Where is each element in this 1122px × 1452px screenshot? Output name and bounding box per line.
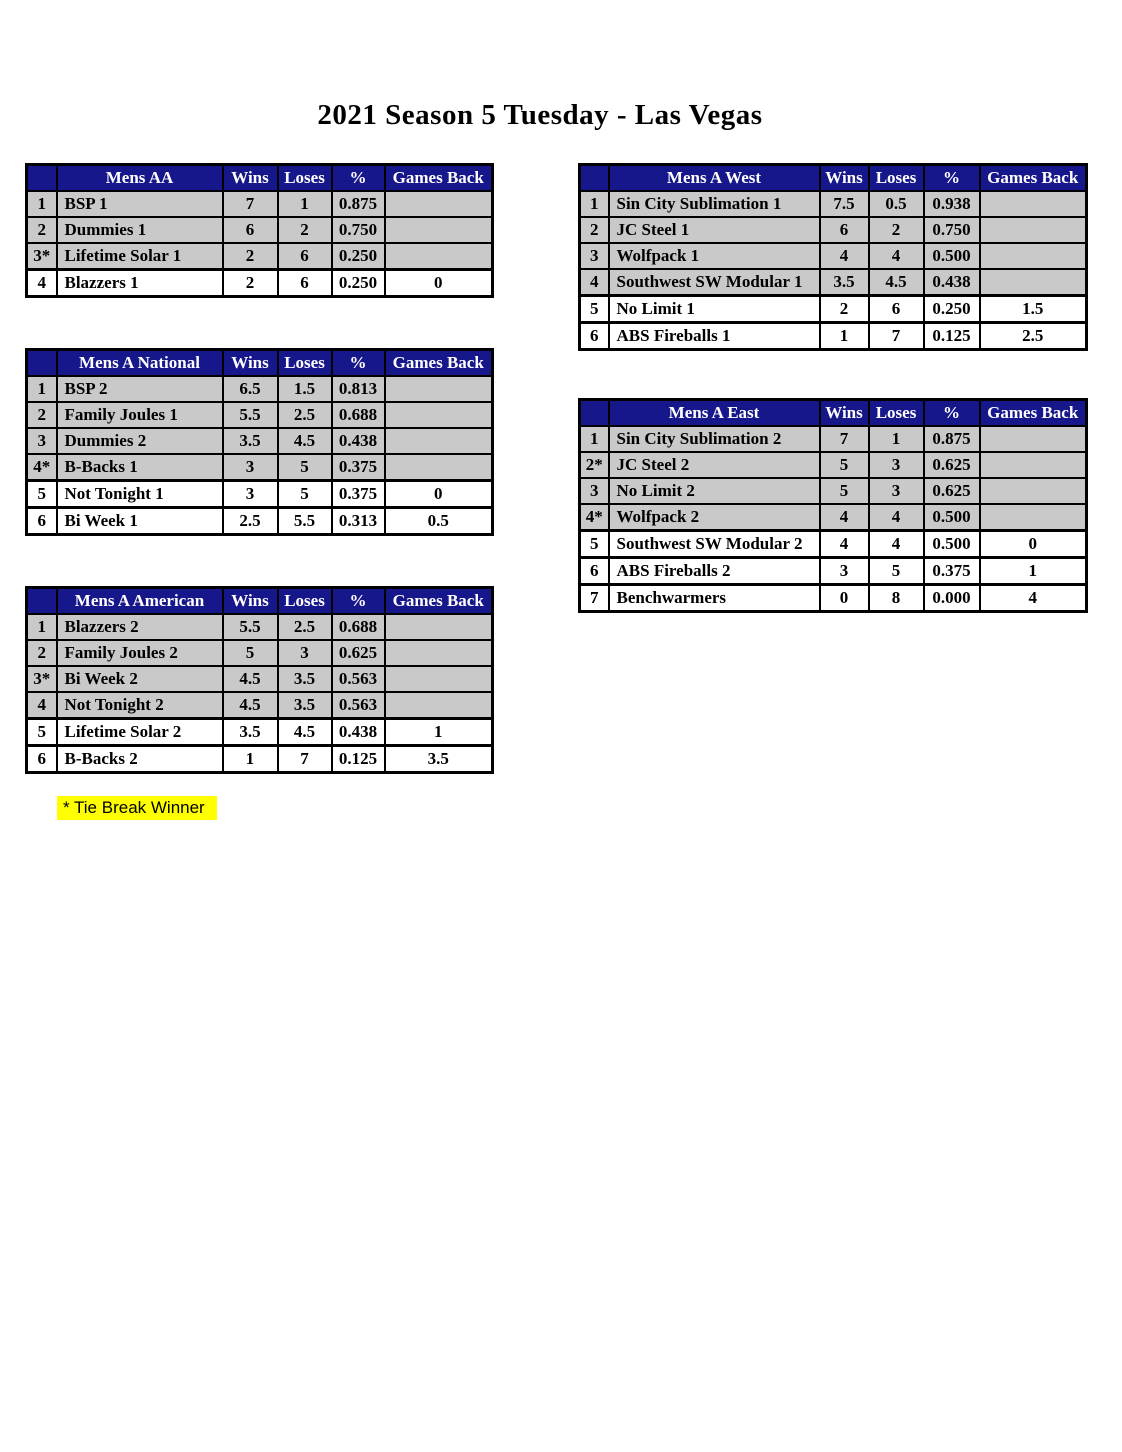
pct-cell: 0.250	[332, 243, 385, 270]
wins-cell: 6	[223, 217, 278, 243]
standings-row	[580, 504, 1087, 531]
pct-cell: 0.563	[332, 666, 385, 692]
team-cell: No Limit 2	[609, 478, 820, 504]
rank-cell: 2	[580, 217, 609, 243]
team-cell: Wolfpack 1	[609, 243, 820, 269]
standings-row	[580, 531, 1087, 558]
games-back-cell: 4	[980, 585, 1087, 612]
rank-cell: 2	[27, 640, 57, 666]
rank-cell: 1	[27, 614, 57, 640]
division-name-header: Mens A American	[57, 588, 223, 615]
games-back-cell	[980, 426, 1087, 452]
wins-cell: 2	[223, 270, 278, 297]
games-back-header: Games Back	[385, 165, 493, 192]
loses-cell: 6	[278, 270, 332, 297]
wins-cell: 4.5	[223, 666, 278, 692]
games-back-cell	[980, 452, 1087, 478]
games-back-cell: 1	[385, 719, 493, 746]
wins-cell: 6	[820, 217, 869, 243]
wins-cell: 7	[223, 191, 278, 217]
pct-cell: 0.438	[924, 269, 980, 296]
loses-cell: 1	[869, 426, 924, 452]
loses-cell: 3.5	[278, 692, 332, 719]
games-back-cell	[980, 243, 1087, 269]
standings-row	[27, 270, 493, 297]
rank-cell: 4	[27, 270, 57, 297]
team-cell: Blazzers 1	[57, 270, 223, 297]
pct-cell: 0.563	[332, 692, 385, 719]
team-cell: Benchwarmers	[609, 585, 820, 612]
team-cell: JC Steel 1	[609, 217, 820, 243]
standings-row	[580, 478, 1087, 504]
pct-cell: 0.375	[332, 481, 385, 508]
standings-row	[27, 217, 493, 243]
games-back-cell	[385, 614, 493, 640]
loses-cell: 2.5	[278, 614, 332, 640]
loses-cell: 1	[278, 191, 332, 217]
games-back-header: Games Back	[980, 165, 1087, 192]
wins-cell: 0	[820, 585, 869, 612]
pct-cell: 0.125	[924, 323, 980, 350]
standings-row	[27, 428, 493, 454]
pct-cell: 0.688	[332, 402, 385, 428]
pct-cell: 0.625	[332, 640, 385, 666]
games-back-cell: 0	[980, 531, 1087, 558]
games-back-cell	[385, 191, 493, 217]
team-cell: Sin City Sublimation 1	[609, 191, 820, 217]
games-back-cell: 0	[385, 270, 493, 297]
header-row	[580, 165, 1087, 192]
wins-cell: 5.5	[223, 402, 278, 428]
loses-header: Loses	[869, 165, 924, 192]
games-back-cell: 1	[980, 558, 1087, 585]
games-back-cell	[385, 402, 493, 428]
team-cell: Sin City Sublimation 2	[609, 426, 820, 452]
team-cell: B-Backs 1	[57, 454, 223, 481]
loses-cell: 4.5	[278, 428, 332, 454]
standings-row	[580, 452, 1087, 478]
loses-cell: 5	[278, 454, 332, 481]
division-name-header: Mens A East	[609, 400, 820, 427]
standings-row	[27, 481, 493, 508]
pct-cell: 0.875	[332, 191, 385, 217]
standings-row	[580, 296, 1087, 323]
standings-table-mens-a-west	[578, 163, 1088, 351]
team-cell: Not Tonight 2	[57, 692, 223, 719]
standings-row	[27, 692, 493, 719]
wins-cell: 2	[820, 296, 869, 323]
rank-cell: 4*	[580, 504, 609, 531]
pct-cell: 0.125	[332, 746, 385, 773]
pct-header: %	[924, 165, 980, 192]
rank-cell: 3	[580, 478, 609, 504]
rank-cell: 4	[580, 269, 609, 296]
team-cell: Lifetime Solar 2	[57, 719, 223, 746]
games-back-cell	[980, 217, 1087, 243]
standings-row	[27, 640, 493, 666]
team-cell: Lifetime Solar 1	[57, 243, 223, 270]
wins-cell: 4	[820, 531, 869, 558]
rank-cell: 1	[580, 191, 609, 217]
wins-cell: 1	[223, 746, 278, 773]
loses-cell: 5	[278, 481, 332, 508]
wins-header: Wins	[223, 350, 278, 377]
pct-cell: 0.500	[924, 531, 980, 558]
standings-row	[27, 666, 493, 692]
loses-cell: 2	[278, 217, 332, 243]
pct-cell: 0.500	[924, 243, 980, 269]
division-name-header: Mens A West	[609, 165, 820, 192]
pct-cell: 0.813	[332, 376, 385, 402]
games-back-cell	[385, 217, 493, 243]
standings-row	[580, 426, 1087, 452]
wins-cell: 1	[820, 323, 869, 350]
team-cell: Southwest SW Modular 1	[609, 269, 820, 296]
team-cell: ABS Fireballs 1	[609, 323, 820, 350]
team-cell: Family Joules 1	[57, 402, 223, 428]
wins-cell: 4	[820, 504, 869, 531]
wins-cell: 5	[223, 640, 278, 666]
division-name-header: Mens A National	[57, 350, 223, 377]
games-back-cell	[385, 666, 493, 692]
wins-header: Wins	[820, 400, 869, 427]
games-back-header: Games Back	[385, 350, 493, 377]
pct-cell: 0.000	[924, 585, 980, 612]
loses-cell: 6	[278, 243, 332, 270]
pct-cell: 0.875	[924, 426, 980, 452]
pct-cell: 0.250	[924, 296, 980, 323]
corner-cell	[27, 588, 57, 615]
team-cell: Bi Week 2	[57, 666, 223, 692]
pct-cell: 0.938	[924, 191, 980, 217]
wins-header: Wins	[223, 588, 278, 615]
loses-cell: 3	[869, 452, 924, 478]
rank-cell: 3	[27, 428, 57, 454]
games-back-cell	[980, 191, 1087, 217]
rank-cell: 6	[580, 323, 609, 350]
games-back-cell: 0	[385, 481, 493, 508]
team-cell: Wolfpack 2	[609, 504, 820, 531]
pct-cell: 0.688	[332, 614, 385, 640]
rank-cell: 6	[580, 558, 609, 585]
pct-cell: 0.250	[332, 270, 385, 297]
standings-row	[27, 614, 493, 640]
team-cell: Not Tonight 1	[57, 481, 223, 508]
rank-cell: 5	[27, 481, 57, 508]
wins-cell: 2.5	[223, 508, 278, 535]
games-back-cell	[980, 478, 1087, 504]
wins-cell: 5	[820, 478, 869, 504]
loses-cell: 0.5	[869, 191, 924, 217]
wins-cell: 5	[820, 452, 869, 478]
corner-cell	[580, 165, 609, 192]
division-name-header: Mens AA	[57, 165, 223, 192]
loses-header: Loses	[278, 165, 332, 192]
team-cell: B-Backs 2	[57, 746, 223, 773]
loses-cell: 7	[869, 323, 924, 350]
loses-cell: 2.5	[278, 402, 332, 428]
wins-cell: 7	[820, 426, 869, 452]
tie-break-note-text: * Tie Break Winner	[63, 798, 205, 817]
games-back-cell: 1.5	[980, 296, 1087, 323]
standings-row	[580, 323, 1087, 350]
wins-cell: 3	[223, 481, 278, 508]
rank-cell: 3*	[27, 666, 57, 692]
pct-cell: 0.750	[332, 217, 385, 243]
rank-cell: 7	[580, 585, 609, 612]
wins-cell: 4	[820, 243, 869, 269]
standings-table-mens-aa	[25, 163, 494, 298]
team-cell: BSP 1	[57, 191, 223, 217]
loses-cell: 4.5	[869, 269, 924, 296]
pct-cell: 0.375	[332, 454, 385, 481]
standings-row	[27, 746, 493, 773]
games-back-cell	[385, 428, 493, 454]
pct-cell: 0.625	[924, 478, 980, 504]
standings-row	[27, 191, 493, 217]
team-cell: Dummies 2	[57, 428, 223, 454]
header-row	[27, 165, 493, 192]
games-back-cell	[385, 640, 493, 666]
standings-row	[580, 558, 1087, 585]
loses-cell: 5.5	[278, 508, 332, 535]
wins-cell: 3.5	[820, 269, 869, 296]
games-back-cell: 3.5	[385, 746, 493, 773]
corner-cell	[27, 350, 57, 377]
standings-table-mens-a-national	[25, 348, 494, 536]
header-row	[27, 350, 493, 377]
wins-cell: 6.5	[223, 376, 278, 402]
rank-cell: 1	[27, 376, 57, 402]
loses-cell: 6	[869, 296, 924, 323]
standings-row	[580, 217, 1087, 243]
pct-cell: 0.500	[924, 504, 980, 531]
loses-cell: 3	[278, 640, 332, 666]
rank-cell: 6	[27, 746, 57, 773]
team-cell: No Limit 1	[609, 296, 820, 323]
pct-cell: 0.438	[332, 428, 385, 454]
pct-cell: 0.625	[924, 452, 980, 478]
games-back-header: Games Back	[980, 400, 1087, 427]
wins-cell: 3	[820, 558, 869, 585]
rank-cell: 2	[27, 217, 57, 243]
games-back-header: Games Back	[385, 588, 493, 615]
pct-cell: 0.438	[332, 719, 385, 746]
pct-header: %	[332, 165, 385, 192]
games-back-cell: 0.5	[385, 508, 493, 535]
games-back-cell	[385, 243, 493, 270]
wins-cell: 3	[223, 454, 278, 481]
header-row	[580, 400, 1087, 427]
pct-header: %	[924, 400, 980, 427]
standings-row	[27, 243, 493, 270]
pct-header: %	[332, 588, 385, 615]
standings-row	[580, 191, 1087, 217]
loses-cell: 2	[869, 217, 924, 243]
wins-cell: 2	[223, 243, 278, 270]
rank-cell: 6	[27, 508, 57, 535]
pct-cell: 0.375	[924, 558, 980, 585]
rank-cell: 1	[27, 191, 57, 217]
rank-cell: 4	[27, 692, 57, 719]
wins-cell: 7.5	[820, 191, 869, 217]
rank-cell: 5	[27, 719, 57, 746]
wins-cell: 3.5	[223, 719, 278, 746]
corner-cell	[27, 165, 57, 192]
standings-row	[27, 719, 493, 746]
loses-cell: 3	[869, 478, 924, 504]
wins-header: Wins	[820, 165, 869, 192]
rank-cell: 2	[27, 402, 57, 428]
loses-cell: 1.5	[278, 376, 332, 402]
team-cell: Bi Week 1	[57, 508, 223, 535]
tie-break-note	[57, 796, 217, 820]
team-cell: ABS Fireballs 2	[609, 558, 820, 585]
rank-cell: 2*	[580, 452, 609, 478]
corner-cell	[580, 400, 609, 427]
loses-header: Loses	[278, 588, 332, 615]
team-cell: JC Steel 2	[609, 452, 820, 478]
loses-cell: 4	[869, 504, 924, 531]
standings-table-mens-a-american	[25, 586, 494, 774]
page-title: 2021 Season 5 Tuesday - Las Vegas	[317, 99, 763, 131]
standings-row	[27, 454, 493, 481]
rank-cell: 5	[580, 531, 609, 558]
team-cell: Family Joules 2	[57, 640, 223, 666]
wins-cell: 3.5	[223, 428, 278, 454]
standings-row	[580, 269, 1087, 296]
games-back-cell	[385, 454, 493, 481]
rank-cell: 1	[580, 426, 609, 452]
rank-cell: 3*	[27, 243, 57, 270]
team-cell: Southwest SW Modular 2	[609, 531, 820, 558]
games-back-cell: 2.5	[980, 323, 1087, 350]
standings-table-mens-a-east	[578, 398, 1088, 613]
games-back-cell	[980, 504, 1087, 531]
loses-header: Loses	[278, 350, 332, 377]
loses-cell: 8	[869, 585, 924, 612]
wins-header: Wins	[223, 165, 278, 192]
games-back-cell	[980, 269, 1087, 296]
games-back-cell	[385, 692, 493, 719]
loses-cell: 4	[869, 531, 924, 558]
loses-cell: 5	[869, 558, 924, 585]
standings-row	[27, 376, 493, 402]
rank-cell: 5	[580, 296, 609, 323]
standings-row	[580, 243, 1087, 269]
pct-cell: 0.313	[332, 508, 385, 535]
team-cell: Blazzers 2	[57, 614, 223, 640]
rank-cell: 4*	[27, 454, 57, 481]
standings-row	[27, 508, 493, 535]
games-back-cell	[385, 376, 493, 402]
pct-header: %	[332, 350, 385, 377]
standings-row	[27, 402, 493, 428]
wins-cell: 5.5	[223, 614, 278, 640]
loses-cell: 3.5	[278, 666, 332, 692]
team-cell: Dummies 1	[57, 217, 223, 243]
header-row	[27, 588, 493, 615]
standings-row	[580, 585, 1087, 612]
wins-cell: 4.5	[223, 692, 278, 719]
rank-cell: 3	[580, 243, 609, 269]
team-cell: BSP 2	[57, 376, 223, 402]
loses-cell: 4	[869, 243, 924, 269]
loses-header: Loses	[869, 400, 924, 427]
loses-cell: 4.5	[278, 719, 332, 746]
pct-cell: 0.750	[924, 217, 980, 243]
loses-cell: 7	[278, 746, 332, 773]
